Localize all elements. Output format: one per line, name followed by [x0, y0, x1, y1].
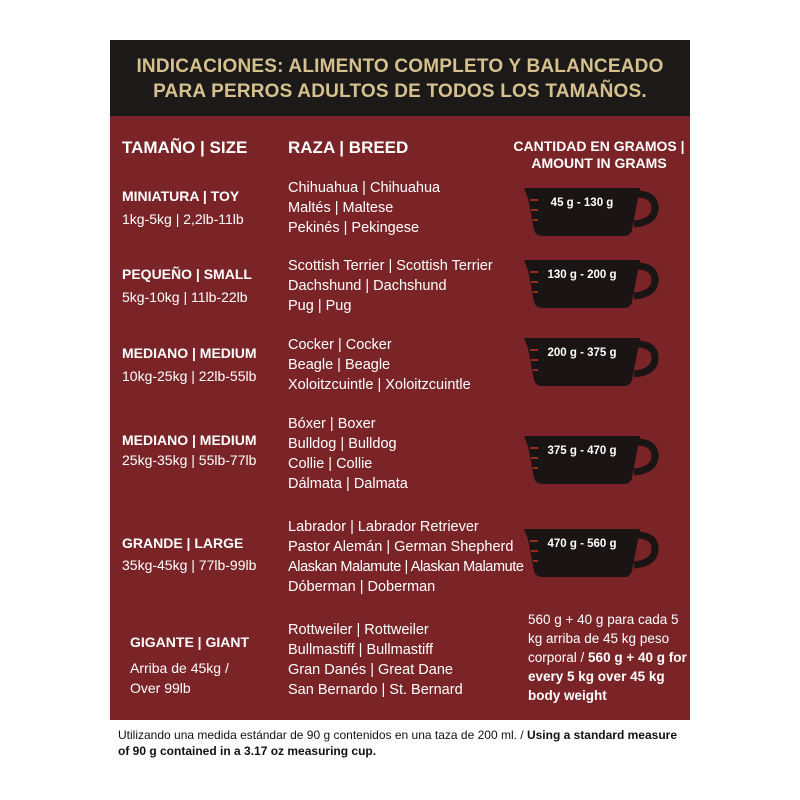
breed-item: Bóxer | Boxer: [288, 416, 376, 432]
size-range-giant: [130, 658, 229, 698]
size-title-toy: MINIATURA | TOY: [122, 188, 240, 204]
measuring-cup-toy: [520, 180, 660, 240]
breed-item: Gran Danés | Great Dane: [288, 662, 453, 678]
cup-amount-label: 45 g - 130 g: [550, 197, 614, 209]
size-range-toy: 1kg-5kg | 2,2lb-11lb: [122, 211, 244, 227]
breed-item: Xoloitzcuintle | Xoloitzcuintle: [288, 377, 471, 393]
breed-list-small: [288, 256, 493, 316]
measuring-cup-large: [520, 521, 660, 581]
size-range-small: 5kg-10kg | 11lb-22lb: [122, 289, 248, 305]
cup-amount-label: 470 g - 560 g: [547, 538, 617, 550]
footer-note-english: Using a standard measure of 90 g contained in a 3.17 oz measuring cup.: [118, 728, 678, 758]
breed-list-medium-2: [288, 414, 408, 494]
breed-item: Alaskan Malamute | Alaskan Malamute: [288, 559, 524, 575]
breed-item: Beagle | Beagle: [288, 357, 391, 373]
breed-item: Pug | Pug: [288, 298, 352, 314]
breed-item: San Bernardo | St. Bernard: [288, 682, 463, 698]
cup-amount-label: 200 g - 375 g: [547, 347, 617, 359]
size-title-medium-1: MEDIANO | MEDIUM: [122, 345, 257, 361]
breed-list-medium-1: [288, 335, 471, 395]
size-range-medium-1: 10kg-25kg | 22lb-55lb: [122, 368, 257, 384]
measuring-cup-icon: [520, 428, 660, 488]
breed-item: Pastor Alemán | German Shepherd: [288, 539, 514, 555]
amount-header-line-2: AMOUNT IN GRAMS: [531, 155, 667, 171]
breed-item: Dálmata | Dalmata: [288, 476, 408, 492]
measuring-cup-icon: [520, 330, 660, 390]
footer-note: [118, 727, 688, 759]
measuring-cup-icon: [520, 521, 660, 581]
breed-item: Rottweiler | Rottweiler: [288, 622, 429, 638]
breed-item: Scottish Terrier | Scottish Terrier: [288, 258, 493, 274]
column-header-breed: RAZA | BREED: [288, 138, 409, 157]
footer-note-spanish: Utilizando una medida estándar de 90 g contenidos en una taza de 200 ml. /: [118, 728, 524, 742]
size-title-medium-2: MEDIANO | MEDIUM: [122, 432, 257, 448]
measuring-cup-medium-2: [520, 428, 660, 488]
size-range-giant-line-1: Arriba de 45kg /: [130, 660, 229, 676]
size-range-large: 35kg-45kg | 77lb-99lb: [122, 557, 257, 573]
size-range-medium-2: 25kg-35kg | 55lb-77lb: [122, 452, 257, 468]
size-range-giant-line-2: Over 99lb: [130, 680, 191, 696]
giant-amount-text: [528, 610, 688, 705]
breed-item: Bullmastiff | Bullmastiff: [288, 642, 434, 658]
giant-amount-spanish: 560 g + 40 g para cada 5 kg arriba de 45 kg peso corporal /: [528, 612, 679, 665]
amount-header-line-1: CANTIDAD EN GRAMOS |: [513, 138, 685, 154]
measuring-cup-icon: [520, 180, 660, 240]
measuring-cup-icon: [520, 252, 660, 312]
breed-item: Collie | Collie: [288, 456, 373, 472]
measuring-cup-medium-1: [520, 330, 660, 390]
breed-item: Bulldog | Bulldog: [288, 436, 397, 452]
column-header-size: TAMAÑO | SIZE: [122, 138, 248, 157]
breed-item: Pekinés | Pekingese: [288, 220, 420, 236]
breed-list-large: [288, 517, 524, 597]
breed-list-giant: [288, 620, 463, 700]
size-title-small: PEQUEÑO | SMALL: [122, 266, 252, 282]
size-title-large: GRANDE | LARGE: [122, 535, 244, 551]
cup-amount-label: 130 g - 200 g: [547, 269, 617, 281]
header-banner: [110, 40, 690, 116]
breed-item: Maltés | Maltese: [288, 200, 394, 216]
breed-item: Cocker | Cocker: [288, 337, 392, 353]
breed-item: Labrador | Labrador Retriever: [288, 519, 479, 535]
size-title-giant: GIGANTE | GIANT: [130, 634, 250, 650]
breed-item: Chihuahua | Chihuahua: [288, 180, 441, 196]
header-line-1: INDICACIONES: ALIMENTO COMPLETO Y BALANCEADO: [136, 56, 664, 77]
giant-amount-english: 560 g + 40 g for every 5 kg over 45 kg body weight: [528, 650, 687, 703]
header-line-2: PARA PERROS ADULTOS DE TODOS LOS TAMAÑOS.: [153, 81, 647, 102]
breed-list-toy: [288, 178, 440, 238]
breed-item: Dachshund | Dachshund: [288, 278, 447, 294]
column-header-amount: [510, 138, 688, 172]
feeding-table: [110, 116, 690, 720]
measuring-cup-small: [520, 252, 660, 312]
cup-amount-label: 375 g - 470 g: [547, 445, 617, 457]
breed-item: Dóberman | Doberman: [288, 579, 436, 595]
